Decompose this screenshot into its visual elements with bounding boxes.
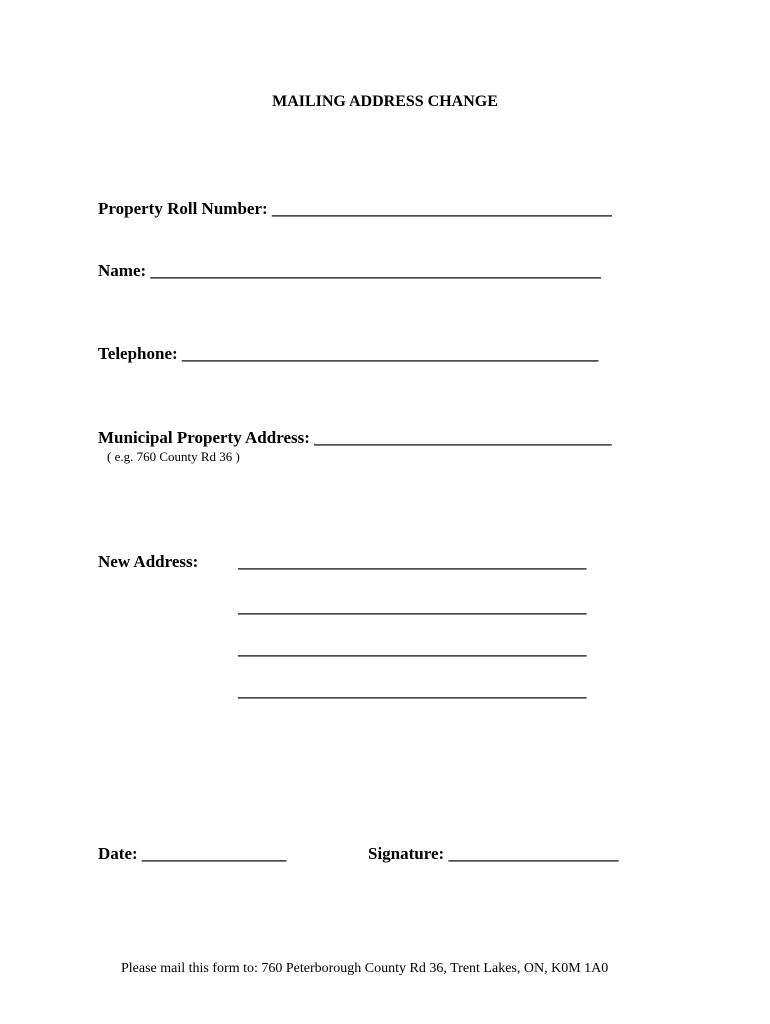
date-field[interactable]: Date: _________________ <box>98 844 287 863</box>
new-address-line-4[interactable]: _________________________________________ <box>238 681 587 700</box>
telephone-field[interactable]: Telephone: _________________________________________________ <box>98 344 599 363</box>
new-address-line-3[interactable]: _________________________________________ <box>238 639 587 658</box>
new-address-line-1[interactable]: _________________________________________ <box>238 552 587 571</box>
new-address-label: New Address: <box>98 552 199 571</box>
property-roll-number-field[interactable]: Property Roll Number: ________________________________________ <box>98 199 612 218</box>
mailing-instructions: Please mail this form to: 760 Peterborough County Rd 36, Trent Lakes, ON, K0M 1A0 <box>121 961 609 976</box>
name-field[interactable]: Name: _____________________________________________________ <box>98 261 601 280</box>
signature-field[interactable]: Signature: ____________________ <box>368 844 619 863</box>
new-address-line-2[interactable]: _________________________________________ <box>238 597 587 616</box>
municipal-address-example: ( e.g. 760 County Rd 36 ) <box>107 449 240 464</box>
municipal-property-address-field[interactable]: Municipal Property Address: ___________________________________ <box>98 428 612 447</box>
page-title: MAILING ADDRESS CHANGE <box>272 93 498 110</box>
